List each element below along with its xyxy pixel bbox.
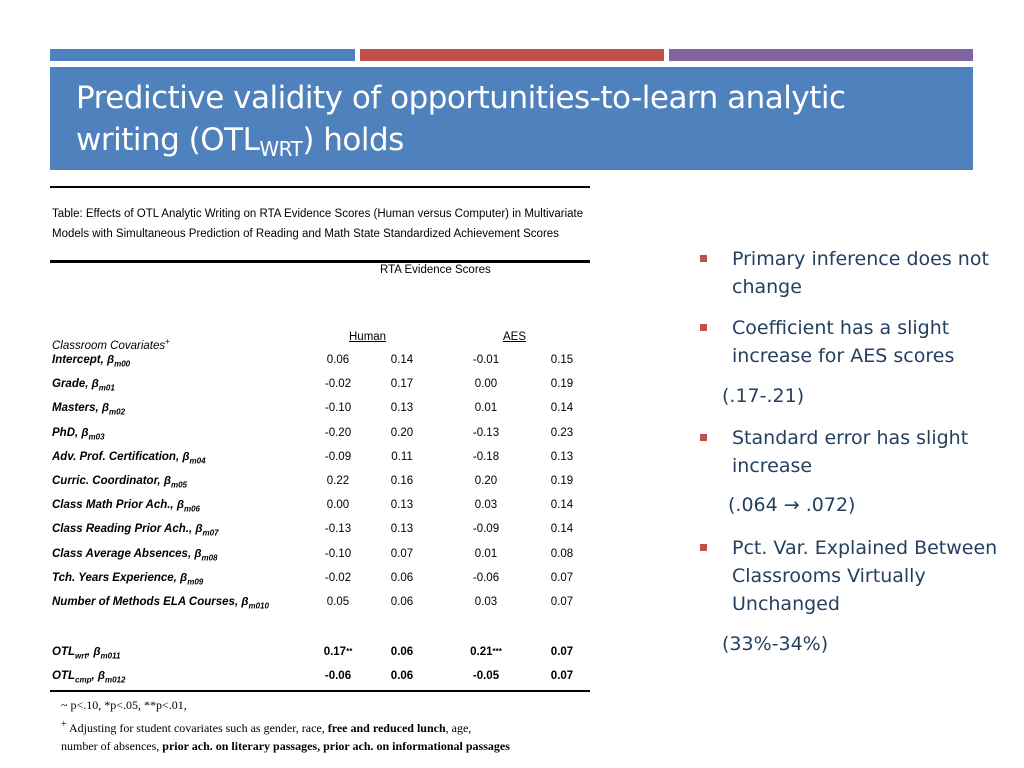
table-row: [52, 402, 592, 424]
coefficient-range: (.17-.21): [722, 385, 805, 407]
row-label: Masters, $\beta_{m02}$: [52, 402, 126, 417]
table-cell: 0.00: [474, 378, 498, 391]
human-column-header: Human: [349, 331, 387, 343]
row-label: Class Reading Prior Ach., $\beta_{m07}$: [52, 523, 219, 538]
row-label: PhD, $\beta_{m03}$: [52, 426, 105, 441]
table-cell: -0.05: [472, 670, 500, 682]
row-label: Number of Methods ELA Courses, $\beta_{m010}$: [52, 596, 269, 611]
row-label: Class Math Prior Ach., $\beta_{m06}$: [52, 499, 200, 514]
table-header-rule: [50, 260, 590, 263]
table-cell: -0.06: [324, 670, 352, 682]
footnote-adjusting: + Adjusting for student covariates such as gender, race, free and reduced lunch, age,: [61, 719, 472, 735]
row-label: Intercept, $\beta_{m00}$: [52, 354, 131, 369]
table-cell: 0.13: [390, 402, 414, 415]
table-cell: 0.23: [550, 426, 574, 439]
table-cell: -0.13: [472, 426, 500, 439]
row-label: Tch. Years Experience, $\beta_{m09}$: [52, 571, 204, 587]
table-cell: 0.15: [550, 354, 574, 366]
table-cell: 0.06: [326, 354, 350, 366]
table-cell: 0.21***: [470, 646, 502, 658]
table-cell: 0.14: [550, 402, 574, 415]
table-cell: 0.00: [326, 499, 350, 512]
title-banner: [50, 67, 973, 170]
pct-var-range: (33%-34%): [722, 633, 829, 655]
table-cell: -0.09: [472, 523, 500, 536]
table-cell: 0.14: [550, 523, 574, 536]
table-cell: 0.01: [474, 402, 498, 415]
accent-bar-purple: [669, 49, 973, 61]
slide-title: Predictive validity of opportunities-to-learn analytic writing $(OTL_{WRT})$ holds: [76, 80, 846, 161]
table-row: [52, 427, 592, 449]
row-label: Grade, $\beta_{m01}$: [52, 378, 115, 393]
row-label: Curric. Coordinator, $\beta_{m05}$: [52, 475, 187, 490]
table-cell: 0.16: [390, 475, 414, 487]
accent-bar-red: [360, 49, 664, 61]
row-label: Adv. Prof. Certification, $\beta_{m04}$: [52, 450, 206, 466]
bullet-square-icon: [700, 544, 707, 551]
table-row: [52, 572, 592, 594]
table-cell: 0.13: [550, 450, 574, 463]
table-cell: 0.19: [550, 475, 574, 487]
footnote-absences: number of absences, prior ach. on literary passages, prior ach. on informational passages: [61, 739, 510, 753]
covariates-label: Classroom Covariates+: [52, 337, 170, 352]
table-cell: 0.06: [390, 670, 414, 682]
row-label: $OTL_{cmp}$, $\beta_{m012}$: [52, 670, 126, 685]
table-cell: 0.17**: [323, 646, 353, 658]
table-cell: -0.01: [472, 354, 500, 366]
significance-stars: **: [346, 647, 353, 656]
table-cell: -0.06: [472, 571, 500, 584]
rta-evidence-header: RTA Evidence Scores: [380, 264, 491, 276]
row-label: Class Average Absences, $\beta_{m08}$: [52, 547, 218, 562]
table-row-otl: [52, 670, 592, 692]
table-cell: 0.14: [550, 499, 574, 512]
table-cell: 0.08: [550, 547, 574, 560]
table-cell: 0.06: [390, 646, 414, 658]
table-row: [52, 475, 592, 497]
accent-bar-blue: [50, 49, 355, 61]
table-cell: -0.10: [324, 547, 352, 560]
standard-error-range: (.064 → .072): [728, 494, 856, 516]
table-cell: 0.13: [390, 523, 414, 536]
table-cell: 0.11: [391, 450, 413, 463]
significance-stars: ***: [492, 647, 502, 656]
table-cell: -0.10: [324, 402, 352, 415]
arrow-right-icon: →: [783, 494, 800, 516]
table-row: [52, 499, 592, 521]
table-cell: 0.22: [326, 475, 350, 487]
table-cell: 0.07: [550, 596, 574, 608]
bullet-square-icon: [700, 324, 707, 331]
table-cell: 0.13: [390, 499, 414, 512]
table-cell: -0.13: [324, 523, 352, 536]
table-cell: 0.06: [390, 571, 414, 584]
table-row: [52, 354, 592, 376]
footnote-significance: ~ p<.10, *p<.05, **p<.01,: [61, 698, 187, 712]
table-cell: 0.01: [474, 547, 498, 560]
table-cell: 0.05: [326, 596, 350, 608]
table-cell: 0.14: [390, 354, 414, 366]
table-row: [52, 523, 592, 545]
table-cell: 0.07: [550, 646, 574, 658]
table-row: [52, 451, 592, 473]
row-label: $OTL_{wrt}$, $\beta_{m011}$: [52, 646, 121, 661]
table-cell: -0.09: [324, 450, 352, 463]
table-row-otl: [52, 646, 592, 668]
table-cell: -0.18: [472, 450, 500, 463]
table-caption: Table: Effects of OTL Analytic Writing on RTA Evidence Scores (Human versus Computer) in Multivariate Models with Simultaneous Prediction of Reading and Math State Standardized Achievement Scores: [52, 208, 584, 240]
table-cell: -0.02: [324, 571, 352, 584]
aes-column-header: AES: [503, 331, 527, 343]
table-cell: 0.03: [474, 499, 498, 512]
table-row: [52, 378, 592, 400]
table-cell: 0.17: [390, 378, 414, 391]
table-cell: 0.06: [390, 596, 414, 608]
table-row: [52, 548, 592, 570]
bullet-square-icon: [700, 255, 707, 262]
table-cell: -0.02: [324, 378, 352, 391]
table-cell: 0.07: [390, 547, 414, 560]
table-row: [52, 596, 592, 618]
table-cell: 0.07: [550, 571, 574, 584]
table-cell: 0.20: [390, 426, 414, 439]
table-cell: 0.20: [474, 475, 498, 487]
table-cell: 0.07: [550, 670, 574, 682]
table-top-rule: [50, 186, 590, 188]
table-cell: 0.03: [474, 596, 498, 608]
table-cell: 0.19: [550, 378, 574, 391]
bullet-square-icon: [700, 434, 707, 441]
table-cell: -0.20: [324, 426, 352, 439]
